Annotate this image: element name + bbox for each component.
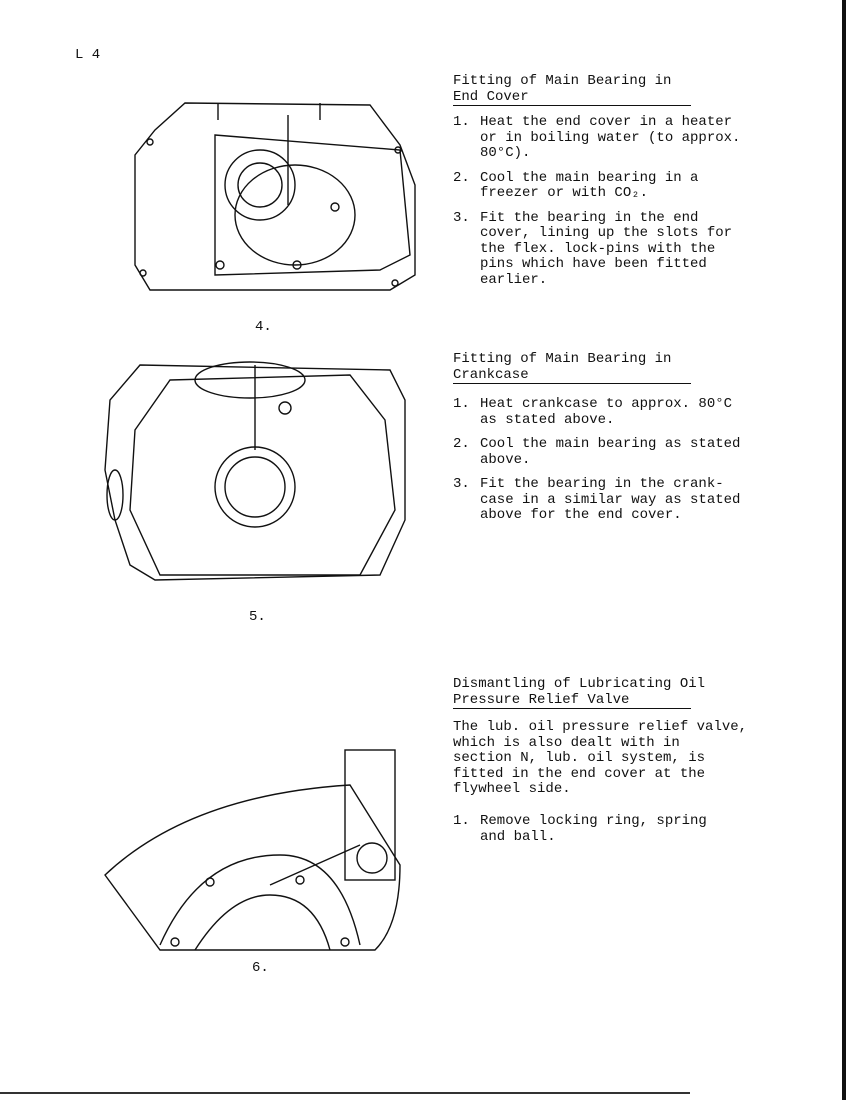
step-text: Remove locking ring, spring and ball.: [480, 813, 707, 845]
intro-paragraph: The lub. oil pressure relief valve, which is also dealt with in section N, lub. oil system, is fitted in the end cover at the flywheel side.: [453, 719, 748, 797]
scan-bottom-line: [0, 1092, 690, 1094]
step-number: 2.: [453, 436, 470, 452]
steps-end-cover: [453, 115, 783, 297]
heading-line: Fitting of Main Bearing in: [453, 351, 672, 367]
section-heading-end-cover: [453, 73, 691, 106]
step-number: 1.: [453, 813, 470, 829]
heading-line: Dismantling of Lubricating Oil: [453, 676, 706, 692]
step-number: 2.: [453, 169, 470, 186]
scan-edge-line: [842, 0, 846, 1100]
step-number: 3.: [453, 209, 470, 226]
step-number: 1.: [453, 396, 470, 412]
step: [453, 211, 783, 289]
heading-line-underlined: Crankcase: [453, 367, 691, 384]
step-number: 3.: [453, 476, 470, 492]
heading-line: Fitting of Main Bearing in: [453, 73, 672, 89]
step-text: Fit the bearing in the crank- case in a similar way as stated above for the end cover.: [480, 476, 741, 523]
figure-4-end-cover: [130, 95, 420, 305]
figure-6-relief-valve: [100, 745, 410, 960]
step-text: Heat crankcase to approx. 80°C as stated above.: [480, 396, 733, 428]
figure-4-label: 4.: [255, 319, 272, 335]
step-text: Heat the end cover in a heater or in boiling water (to approx. 80°C).: [480, 114, 741, 161]
page-label: L 4: [75, 47, 101, 63]
step: [453, 437, 783, 468]
steps-crankcase: [453, 397, 783, 533]
section-heading-crankcase: [453, 351, 691, 384]
step: [453, 477, 783, 524]
step: [453, 115, 783, 162]
heading-line-underlined: Pressure Relief Valve: [453, 692, 691, 709]
steps-relief-valve: [453, 814, 783, 854]
step-number: 1.: [453, 114, 470, 130]
step-text: Fit the bearing in the end cover, lining up the slots for the flex. lock-pins with the pins which have been fitted earlier.: [480, 209, 733, 288]
step-text: Cool the main bearing as stated above.: [480, 436, 741, 468]
step: [453, 171, 783, 202]
figure-5-crankcase: [100, 360, 412, 585]
step-text: Cool the main bearing in a freezer or with CO₂.: [480, 169, 699, 201]
section-heading-relief-valve: [453, 676, 705, 709]
step: [453, 397, 783, 428]
figure-5-label: 5.: [249, 609, 266, 625]
figure-6-label: 6.: [252, 960, 269, 976]
heading-line-underlined: End Cover: [453, 89, 691, 106]
step: [453, 814, 783, 845]
